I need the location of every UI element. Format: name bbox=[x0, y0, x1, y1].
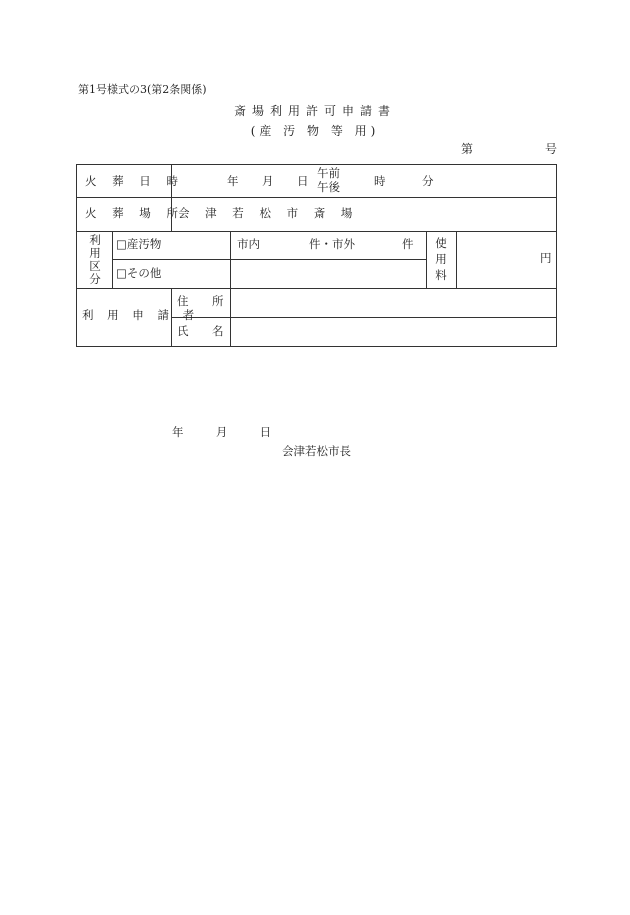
footer-day-unit: 日 bbox=[259, 425, 272, 439]
addressee: 会津若松市長 bbox=[282, 444, 351, 458]
document-number-suffix: 号 bbox=[545, 142, 558, 156]
column-divider bbox=[112, 231, 113, 288]
venue-label: 火 葬 場 所 bbox=[85, 206, 184, 220]
applicant-label: 利 用 申 請 者 bbox=[82, 308, 200, 322]
option-other-checkbox[interactable]: □その他 bbox=[116, 266, 162, 280]
am-label: 午前 bbox=[317, 166, 340, 180]
address-label: 住 所 bbox=[177, 294, 230, 308]
count-unit-inside: 件・市外 bbox=[309, 237, 355, 251]
column-divider bbox=[426, 231, 427, 288]
form-title: 斎場利用許可申請書 bbox=[233, 104, 396, 118]
application-table bbox=[76, 164, 557, 347]
option-birth-waste-checkbox[interactable]: □産汚物 bbox=[116, 237, 162, 251]
row-divider bbox=[77, 288, 556, 289]
count-unit-outside: 件 bbox=[402, 237, 414, 251]
row-divider bbox=[77, 197, 556, 198]
column-divider bbox=[456, 231, 457, 288]
date-year-unit: 年 bbox=[227, 174, 239, 188]
column-divider bbox=[230, 231, 231, 346]
fee-label: 使用料 bbox=[435, 236, 447, 282]
cremation-date-label: 火 葬 日 時 bbox=[85, 174, 184, 188]
row-divider bbox=[171, 317, 556, 318]
city-inside-label: 市内 bbox=[237, 237, 260, 251]
date-month-unit: 月 bbox=[262, 174, 274, 188]
form-number: 第1号様式の3(第2条関係) bbox=[78, 83, 207, 96]
name-label: 氏 名 bbox=[177, 324, 230, 338]
venue-value: 会 津 若 松 市 斎 場 bbox=[178, 206, 359, 220]
usage-category-label: 利用区分 bbox=[89, 233, 101, 286]
footer-month-unit: 月 bbox=[215, 425, 228, 439]
date-day-unit: 日 bbox=[297, 174, 309, 188]
hour-unit: 時 bbox=[374, 174, 386, 188]
form-subtitle: (産 汚 物 等 用) bbox=[250, 124, 380, 138]
row-divider bbox=[77, 231, 556, 232]
fee-unit: 円 bbox=[540, 251, 552, 265]
footer-year-unit: 年 bbox=[172, 425, 184, 439]
pm-label: 午後 bbox=[317, 180, 340, 194]
row-divider bbox=[112, 259, 426, 260]
application-date bbox=[172, 427, 271, 439]
minute-unit: 分 bbox=[422, 174, 434, 188]
document-number-prefix: 第 bbox=[461, 142, 474, 156]
